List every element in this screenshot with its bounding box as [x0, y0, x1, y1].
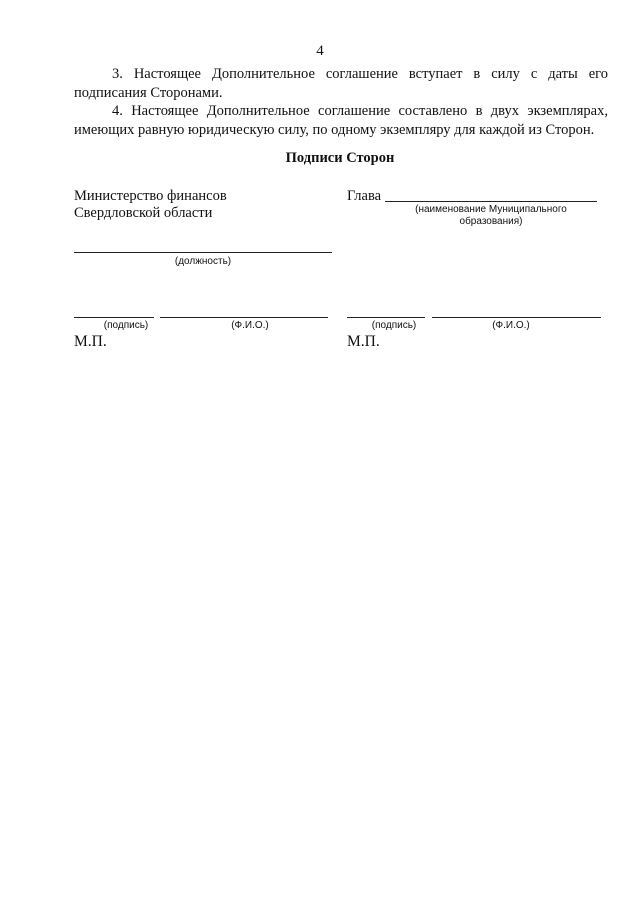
left-org-line2: Свердловской области — [74, 205, 213, 221]
paragraph-4: 4. Настоящее Дополнительное соглашение составлено в двух экземплярах, имеющих равную юридическую силу, по одному экземпляру для каждой из Сторон. — [74, 103, 608, 138]
right-stamp-mark: М.П. — [347, 333, 380, 350]
right-head-label: Глава — [347, 188, 382, 204]
left-name-line — [160, 317, 328, 318]
page-number: 4 — [316, 43, 324, 59]
right-municipality-caption: (наименование Муниципального образования) — [415, 204, 567, 227]
right-municipality-line — [385, 201, 597, 202]
left-stamp-mark: М.П. — [74, 333, 107, 350]
left-name-caption: (Ф.И.О.) — [231, 320, 269, 331]
left-signature-caption: (подпись) — [103, 320, 149, 331]
right-name-caption: (Ф.И.О.) — [492, 320, 530, 331]
left-position-line — [74, 252, 332, 253]
signatures-title: Подписи Сторон — [285, 150, 395, 166]
right-name-line — [432, 317, 601, 318]
paragraph-3: 3. Настоящее Дополнительное соглашение вступает в силу с даты его подписания Сторонами. — [74, 66, 608, 101]
left-org-line1: Министерство финансов — [74, 188, 227, 204]
right-signature-caption: (подпись) — [371, 320, 417, 331]
right-signature-line — [347, 317, 425, 318]
left-signature-line — [74, 317, 154, 318]
left-position-caption: (должность) — [174, 256, 232, 267]
